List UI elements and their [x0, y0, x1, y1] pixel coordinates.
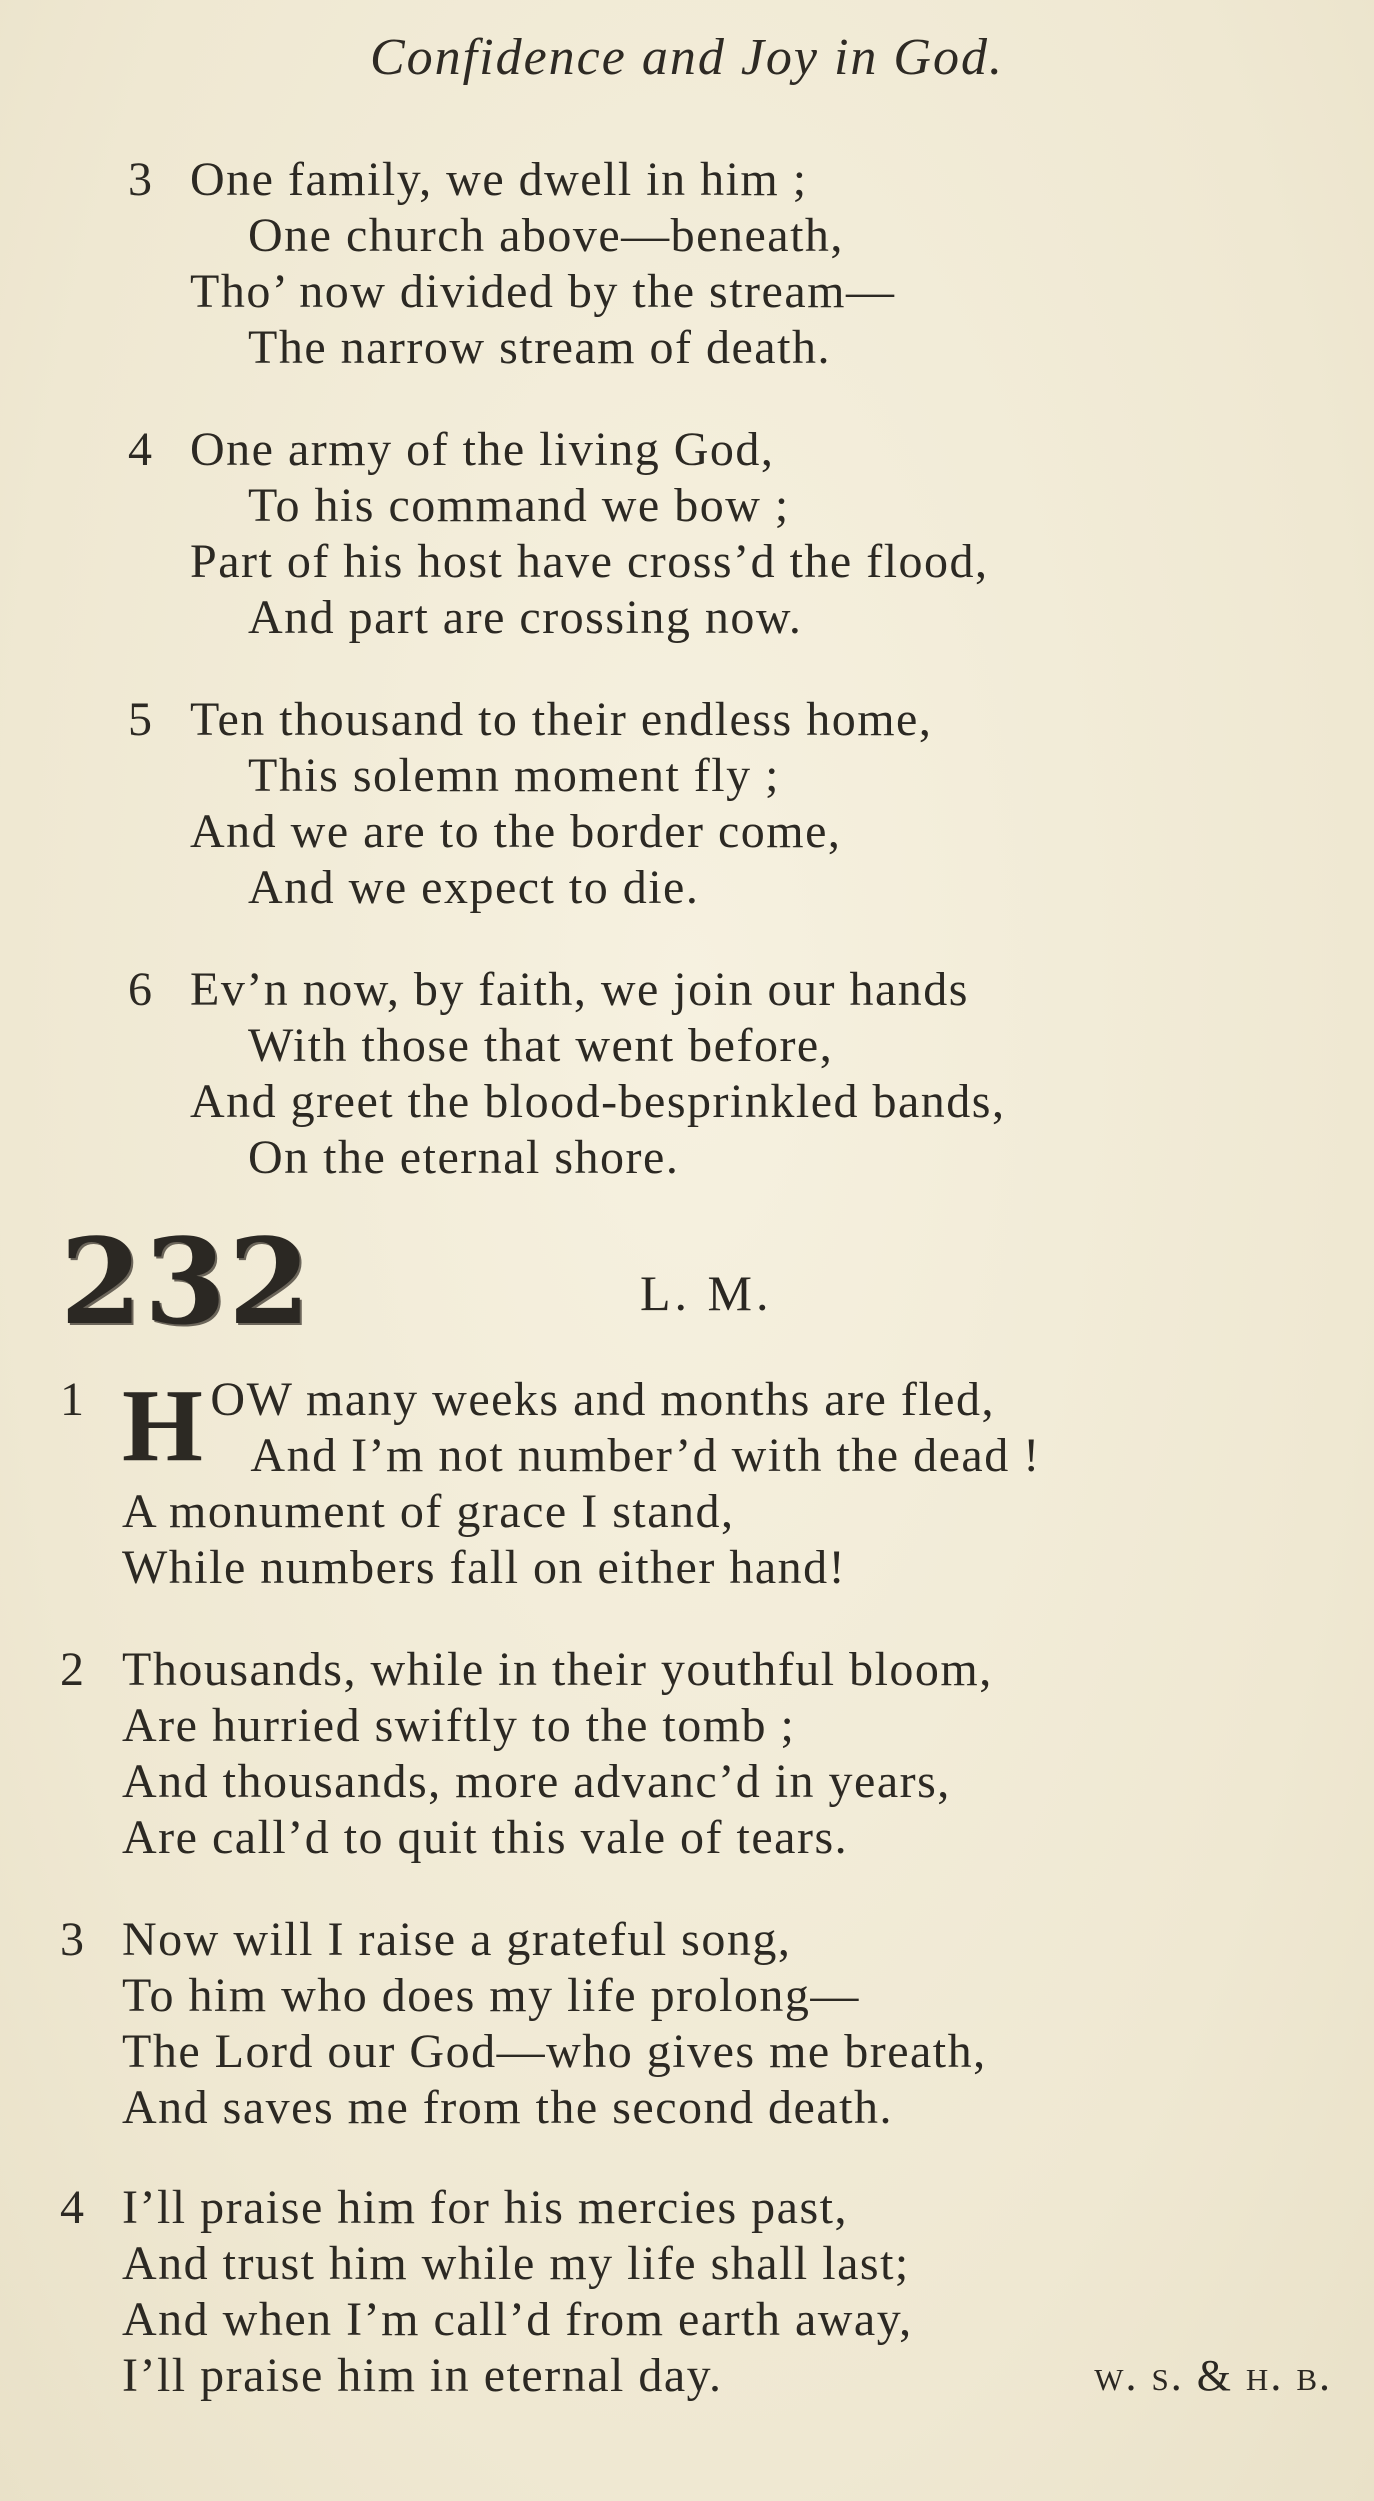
verse-line: One family, we dwell in him ;: [190, 153, 808, 206]
verse-line: This solemn moment fly ;: [248, 749, 780, 802]
verse-line: Now will I raise a grateful song,: [122, 1913, 792, 1966]
hymn-meter: L. M.: [640, 1265, 773, 1321]
verse-line: The narrow stream of death.: [248, 321, 831, 374]
verse-line: On the eternal shore.: [248, 1131, 680, 1184]
stanza-number: 4: [60, 2181, 86, 2234]
stanza-number: 5: [128, 693, 154, 746]
stanza-number: 2: [60, 1643, 86, 1696]
hymn-attribution: w. s. & h. b.: [1094, 2351, 1332, 2400]
hymn-stanza-1: [60, 1368, 1041, 1596]
verse-line: With those that went before,: [248, 1019, 834, 1072]
page-header-title: Confidence and Joy in God.: [370, 29, 1004, 86]
verse-line: I’ll praise him for his mercies past,: [122, 2181, 848, 2234]
verse-line: And we are to the border come,: [190, 805, 842, 858]
prev-stanza-6: [128, 962, 1005, 1186]
hymn-stanza-2: [60, 1642, 993, 1866]
prev-stanza-5: [128, 692, 932, 916]
verse-line: One army of the living God,: [190, 423, 775, 476]
verse-line: And when I’m call’d from earth away,: [122, 2293, 913, 2346]
prev-stanza-3: [128, 152, 895, 376]
verse-line: The Lord our God—who gives me breath,: [122, 2025, 987, 2078]
verse-line: And part are crossing now.: [248, 591, 803, 644]
verse-line: And greet the blood-besprinkled bands,: [190, 1075, 1006, 1128]
hymn-stanza-4: [60, 2180, 913, 2404]
verse-line: A monument of grace I stand,: [122, 1485, 735, 1538]
drop-cap: H: [122, 1368, 205, 1483]
verse-line: And thousands, more advanc’d in years,: [122, 1755, 951, 1808]
verse-line: To him who does my life prolong—: [122, 1969, 860, 2022]
stanza-number: 3: [128, 153, 154, 206]
verse-line: And saves me from the second death.: [122, 2081, 893, 2134]
verse-line: And trust him while my life shall last;: [122, 2237, 910, 2290]
stanza-number: 4: [128, 423, 154, 476]
verse-line: Are call’d to quit this vale of tears.: [122, 1811, 849, 1864]
verse-line: Thousands, while in their youthful bloom,: [122, 1643, 993, 1696]
verse-line: Tho’ now divided by the stream—: [190, 265, 896, 318]
stanza-number: 6: [128, 963, 154, 1016]
hymn-number: 232: [60, 1212, 313, 1351]
prev-stanza-4: [128, 422, 989, 646]
verse-line: I’ll praise him in eternal day.: [122, 2349, 723, 2402]
hymn-stanza-3: [60, 1912, 987, 2136]
stanza-number: 1: [60, 1373, 86, 1426]
hymn-heading: [60, 1212, 960, 1351]
verse-line: Ten thousand to their endless home,: [190, 693, 933, 746]
stanza-number: 3: [60, 1913, 86, 1966]
verse-line: OW many weeks and months are fled,: [210, 1373, 995, 1426]
verse-line: One church above—beneath,: [248, 209, 844, 262]
verse-line: While numbers fall on either hand!: [122, 1541, 847, 1594]
verse-line: To his command we bow ;: [248, 479, 790, 532]
verse-line: And we expect to die.: [248, 861, 700, 914]
verse-line: And I’m not number’d with the dead !: [250, 1429, 1041, 1482]
verse-line: Part of his host have cross’d the flood,: [190, 535, 989, 588]
verse-line: Ev’n now, by faith, we join our hands: [190, 963, 969, 1016]
verse-line: Are hurried swiftly to the tomb ;: [122, 1699, 796, 1752]
